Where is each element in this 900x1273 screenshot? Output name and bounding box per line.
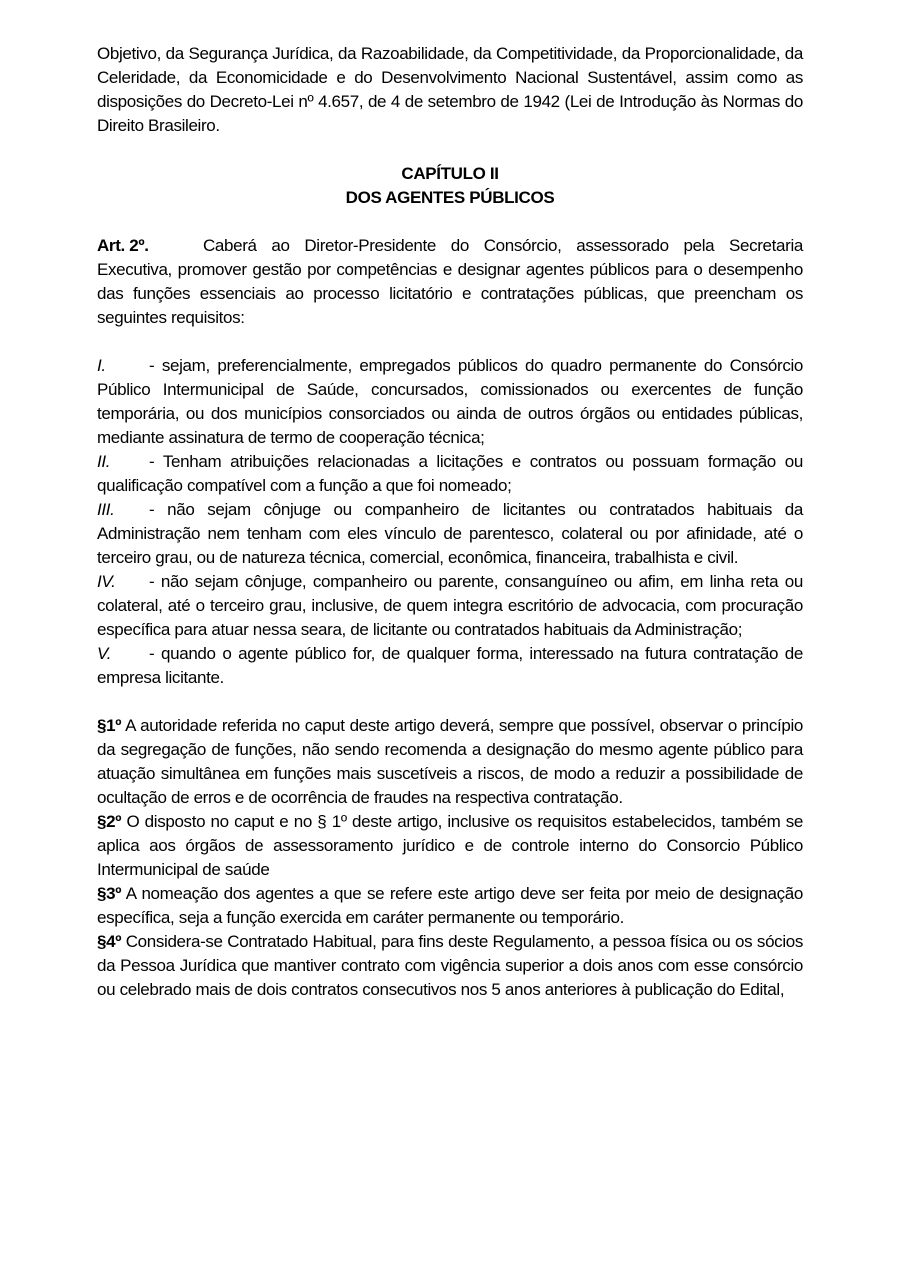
item-iv bbox=[97, 570, 803, 642]
item-text: - quando o agente público for, de qualquer forma, interessado na futura contratação de empresa licitante. bbox=[97, 644, 803, 687]
paragraph-2 bbox=[97, 810, 803, 882]
spacer bbox=[97, 690, 803, 714]
item-number: IV. bbox=[97, 572, 116, 591]
paragraph-3 bbox=[97, 882, 803, 930]
paragraph-label: §2º bbox=[97, 812, 122, 831]
article-text: Caberá ao Diretor-Presidente do Consórcio, assessorado pela Secretaria Executiva, promover gestão por competências e designar agentes públicos para o desempenho das funções essenciais ao processo licitatório e contratações públicas, que preencham os seguintes requisitos: bbox=[97, 236, 803, 327]
item-number: III. bbox=[97, 500, 115, 519]
item-number: V. bbox=[97, 644, 112, 663]
spacer bbox=[97, 138, 803, 162]
paragraph-text: A nomeação dos agentes a que se refere este artigo deve ser feita por meio de designação específica, seja a função exercida em caráter permanente ou temporário. bbox=[97, 884, 803, 927]
spacer bbox=[97, 330, 803, 354]
paragraph-label: §1º bbox=[97, 716, 122, 735]
item-iii bbox=[97, 498, 803, 570]
item-text: - não sejam cônjuge ou companheiro de licitantes ou contratados habituais da Administração nem tenham com eles vínculo de parentesco, colateral ou por afinidade, até o terceiro grau, ou de natureza técnica, comercial, econômica, financeira, trabalhista e civil. bbox=[97, 500, 803, 567]
item-text: - Tenham atribuições relacionadas a licitações e contratos ou possuam formação ou qualificação compatível com a função a que foi nomeado; bbox=[97, 452, 803, 495]
paragraph-text: O disposto no caput e no § 1º deste artigo, inclusive os requisitos estabelecidos, também se aplica aos órgãos de assessoramento jurídico e de controle interno do Consorcio Público Intermunicipal de saúde bbox=[97, 812, 803, 879]
item-number: I. bbox=[97, 356, 106, 375]
paragraph-text: A autoridade referida no caput deste artigo deverá, sempre que possível, observar o princípio da segregação de funções, não sendo recomenda a designação do mesmo agente público para atuação simultânea em funções mais suscetíveis a riscos, de modo a reduzir a possibilidade de ocultação de erros e de ocorrência de fraudes na respectiva contratação. bbox=[97, 716, 803, 807]
paragraph-label: §3º bbox=[97, 884, 122, 903]
paragraph-text: Considera-se Contratado Habitual, para fins deste Regulamento, a pessoa física ou os sócios da Pessoa Jurídica que mantiver contrato com vigência superior a dois anos com esse consórcio ou celebrado mais de dois contratos consecutivos nos 5 anos anteriores à publicação do Edital, bbox=[97, 932, 803, 999]
article-2 bbox=[97, 234, 803, 330]
paragraph-1 bbox=[97, 714, 803, 810]
chapter-title: DOS AGENTES PÚBLICOS bbox=[345, 188, 555, 207]
spacer bbox=[97, 210, 803, 234]
item-v bbox=[97, 642, 803, 690]
item-text: - não sejam cônjuge, companheiro ou parente, consanguíneo ou afim, em linha reta ou colateral, até o terceiro grau, inclusive, de quem integra escritório de advocacia, com procuração específica para atuar nessa seara, de licitante ou contratados habituais da Administração; bbox=[97, 572, 803, 639]
intro-paragraph: Objetivo, da Segurança Jurídica, da Razoabilidade, da Competitividade, da Proporcionalidade, da Celeridade, da Economicidade e do Desenvolvimento Nacional Sustentável, assim como as disposições do Decreto-Lei nº 4.657, de 4 de setembro de 1942 (Lei de Introdução às Normas do Direito Brasileiro. bbox=[97, 44, 803, 135]
item-text: - sejam, preferencialmente, empregados públicos do quadro permanente do Consórcio Público Intermunicipal de Saúde, concursados, comissionados ou exercentes de função temporária, ou dos municípios consorciados ou ainda de outros órgãos ou entidades públicas, mediante assinatura de termo de cooperação técnica; bbox=[97, 356, 803, 447]
paragraph-label: §4º bbox=[97, 932, 122, 951]
item-number: II. bbox=[97, 452, 111, 471]
article-label: Art. 2º. bbox=[97, 236, 149, 255]
chapter-number: CAPÍTULO II bbox=[401, 164, 499, 183]
item-i bbox=[97, 354, 803, 450]
paragraph-4 bbox=[97, 930, 803, 1002]
item-ii bbox=[97, 450, 803, 498]
document-page bbox=[97, 42, 803, 1002]
